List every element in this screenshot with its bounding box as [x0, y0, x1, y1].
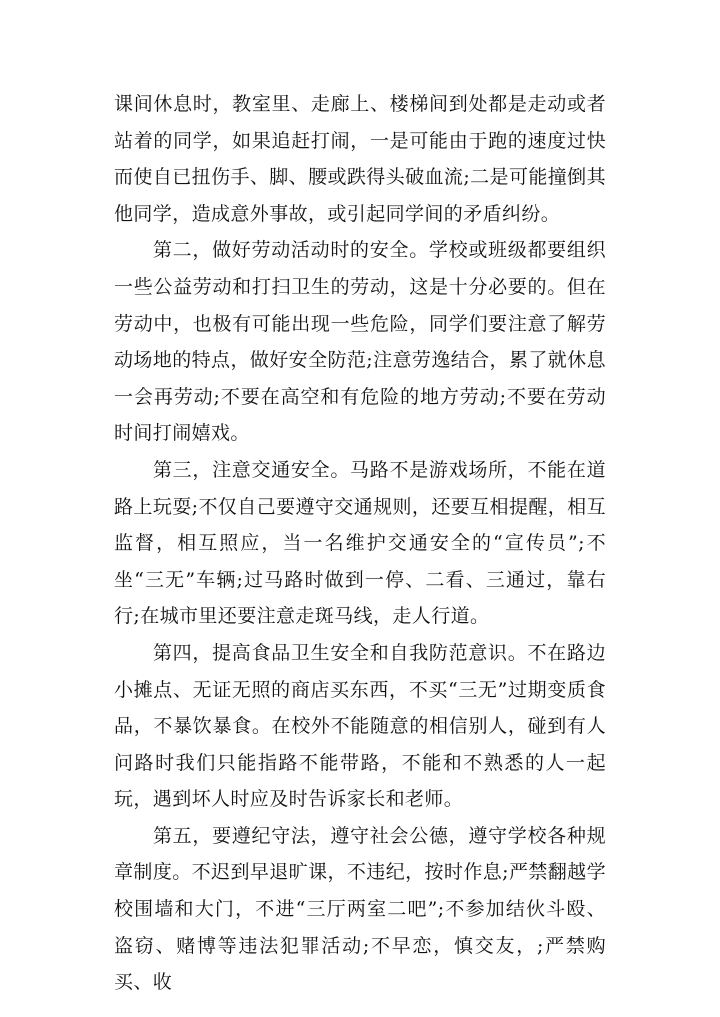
paragraph-food-safety: 第四，提高食品卫生安全和自我防范意识。不在路边小摊点、无证无照的商店买东西，不买“三无”过期变质食品，不暴饮暴食。在校外不能随意的相信别人，碰到有人问路时我们只能指路不能带路，不能和不熟悉的人一起玩，遇到坏人时应及时告诉家长和老师。 — [114, 641, 606, 811]
paragraph-traffic-safety: 第三，注意交通安全。马路不是游戏场所，不能在道路上玩耍;不仅自己要遵守交通规则，还要互相提醒，相互监督，相互照应，当一名维护交通安全的“宣传员”;不坐“三无”车辆;过马路时做到一停、二看、三通过，靠右行;在城市里还要注意走斑马线，走人行道。 — [114, 458, 606, 628]
paragraph-labor-safety: 第二，做好劳动活动时的安全。学校或班级都要组织一些公益劳动和打扫卫生的劳动，这是十分必要的。但在劳动中，也极有可能出现一些危险，同学们要注意了解劳动场地的特点，做好安全防范;注意劳逸结合，累了就休息一会再劳动;不要在高空和有危险的地方劳动;不要在劳动时间打闹嬉戏。 — [114, 239, 606, 445]
paragraph-discipline: 第五，要遵纪守法，遵守社会公德，遵守学校各种规章制度。不迟到早退旷课，不违纪，按时作息;严禁翻越学校围墙和大门，不进“三厅两室二吧”;不参加结伙斗殴、盗窃、赌博等违法犯罪活动;不早恋，慎交友，;严禁购买、收 — [114, 824, 606, 994]
document-page — [114, 86, 606, 1001]
paragraph-continuation: 课间休息时，教室里、走廊上、楼梯间到处都是走动或者站着的同学，如果追赶打闹，一是可能由于跑的速度过快而使自已扭伤手、脚、腰或跌得头破血流;二是可能撞倒其他同学，造成意外事故，或引起同学间的矛盾纠纷。 — [114, 93, 606, 225]
